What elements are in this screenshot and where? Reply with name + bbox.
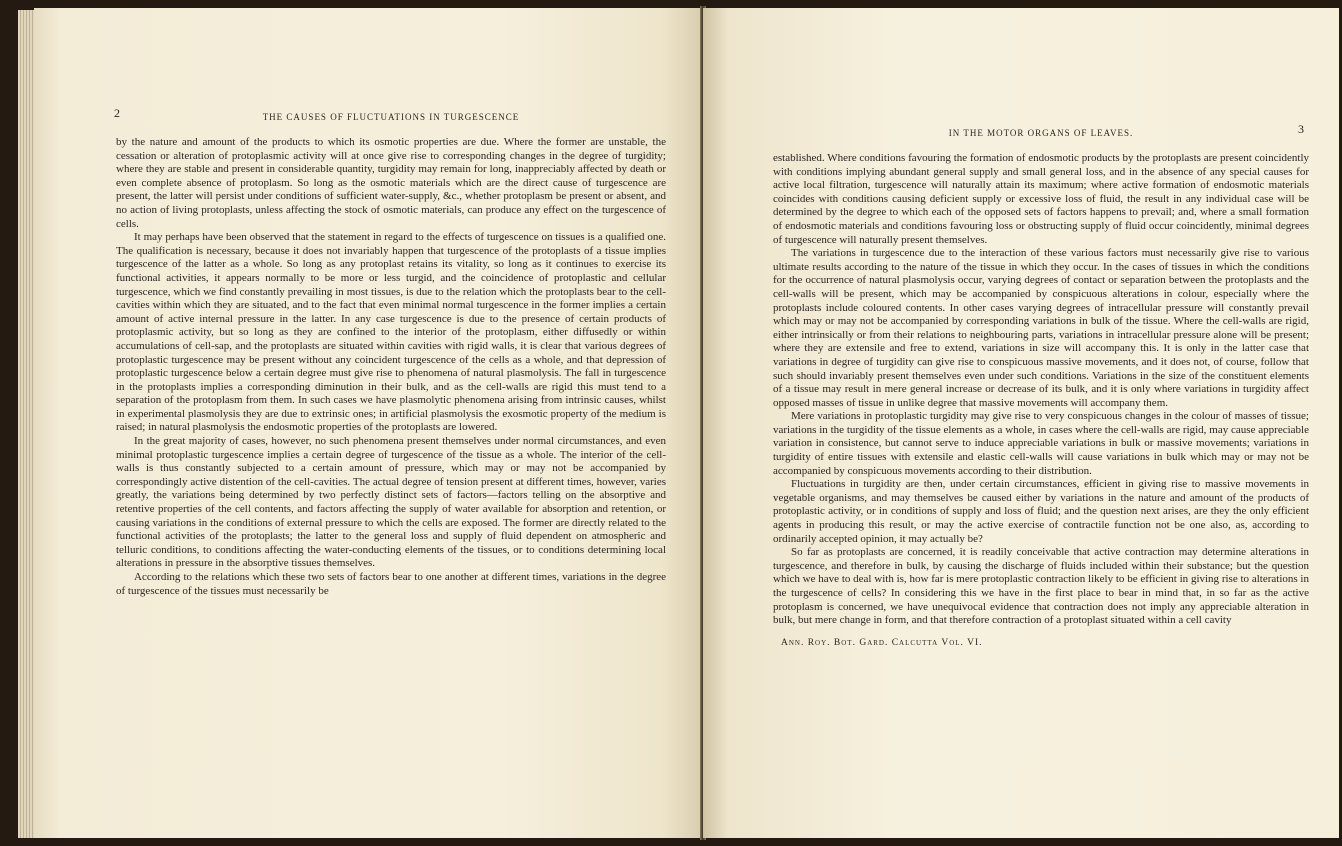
left-page <box>34 8 702 838</box>
left-page-body <box>116 136 666 598</box>
journal-footer: Ann. Roy. Bot. Gard. Calcutta Vol. VI. <box>781 637 983 648</box>
paragraph: It may perhaps have been observed that the statement in regard to the effects of turgescence on tissues is a qualified one. The qualification is necessary, because it does not invariably happen that turgescence of the protoplasts of a tissue implies turgescence of the latter as a whole. So long as any protoplast retains its vitality, so long as it continues to exercise its functional activities, it appears normally to be more or less turgid, and the coincidence of protoplastic and cellular turgescence, which we find constantly prevailing in most tissues, is due to the relation which the protoplasts bear to the cell-cavities within which they are situated, and to the fact that even minimal normal turgescence in the former implies a certain amount of active internal pressure in the latter. In any case turgescence is due to the presence of certain products of protoplasmic activity, but so long as they are confined to the interior of the protoplasm, either diffusedly or within accumulations of cell-sap, and the protoplasts are situated within cavities with rigid walls, it is clear that various degrees of protoplastic turgescence may be present without any coincident turgescence of the cells as a whole, and that depression of protoplastic turgescence below a certain degree must give rise to phenomena of natural plasmolysis. The fall in turgescence in the protoplasts implies a corresponding diminution in their bulk, and as the cell-walls are rigid this must tend to a separation of the protoplasm from them. In such cases we have plasmolytic phenomena arising from intrinsic causes, whilst in experimental plasmolysis they are due to extrinsic ones; in artificial plasmolysis the exosmotic property of the medium is raised; in natural plasmolysis the endosmotic properties of the protoplasts are lowered. <box>116 231 666 434</box>
right-header-title: IN THE MOTOR ORGANS OF LEAVES. <box>948 128 1134 138</box>
paragraph: According to the relations which these two sets of factors bear to one another at different times, variations in the degree of turgescence of the tissues must necessarily be <box>116 571 666 597</box>
paragraph: In the great majority of cases, however, no such phenomena present themselves under normal circumstances, and even minimal protoplastic turgescence implies a certain degree of turgescence of the tissue as a whole. The interior of the cell-walls is thus constantly subjected to a certain amount of pressure, which may or may not be accompanied by correspondingly active distention of the cell-cavities. The actual degree of tension present at different times, however, varies greatly, the variations being determined by two perfectly distinct sets of factors—factors telling on the absorptive and retentive properties of the cell contents, and factors affecting the supply of water available for absorption and retention, or causing variations in the conditions of external pressure to which the cells are exposed. The former are directly related to the functional activities of the protoplasts; the latter to the general loss and supply of fluid dependent on atmospheric and telluric conditions, to conditions affecting the water-conducting elements of the tissues, or to conditions determining local alterations in pressure in the absorptive tissues themselves. <box>116 435 666 570</box>
paragraph: Fluctuations in turgidity are then, under certain circumstances, efficient in giving rise to massive movements in vegetable organisms, and may themselves be caused either by variations in the nature and amount of the products of protoplastic activity, or in conditions of supply and loss of fluid; and the question next arises, are they the only efficient agents in producing this result, or may the active exercise of contractile function not be one also, as, according to ordinarily accepted opinion, it may actually be? <box>773 478 1309 545</box>
paragraph: The variations in turgescence due to the interaction of these various factors must necessarily give rise to various ultimate results according to the nature of the tissue in which they occur. In the cases of tissues in which the conditions for the occurrence of natural plasmolysis occur, varying degrees of contact or separation between the protoplasts and the cell-walls will be present, which may be accompanied by conspicuous alterations in colour, especially where the protoplasts include coloured contents. In other cases varying degrees of intracellular pressure will constantly prevail which may or may not be accompanied by corresponding variations in bulk of the tissue. Where the cell-walls are rigid, either intrinsically or from their relations to neighbouring parts, variations in intracellular pressure alone will be present; where they are extensile and free to extend, variations in size will accompany this. It is only in the latter case that variations in degree of turgidity can give rise to conspicuous massive movements, and it does not, of course, follow that such should invariably present themselves even under such conditions. Variations in the size of the constituent elements of a tissue may result in mere general increase or decrease of its bulk, and it is only where variations in turgidity affect opposed masses of tissue in unlike degree that massive movements will accompany them. <box>773 247 1309 409</box>
paragraph: by the nature and amount of the products to which its osmotic properties are due. Where the former are unstable, the cessation or alteration of protoplasmic activity will at once give rise to corresponding changes in the degree of turgidity; where they are stable and present in considerable quantity, turgidity may remain for long, inappreciably affected by death or even complete absence of protoplasm. So long as the osmotic materials which are the direct cause of turgescence are present, the latter will persist under conditions of sufficient water-supply, &c., whether protoplasm be present or absent, and no action of living protoplasts, unless affecting the stock of osmotic materials, can produce any effect on the turgescence of cells. <box>116 136 666 230</box>
paragraph: established. Where conditions favouring the formation of endosmotic products by the protoplasts are present coincidently with conditions implying abundant general supply and small general loss, and in the absence of any special causes for active local filtration, turgescence will naturally attain its maximum; where active formation of endosmotic materials coincides with conditions causing deficient supply or excessive loss of fluid, the result in any individual case will be determined by the degree to which each of the opposed sets of factors happens to prevail; and, where a small formation of endosmotic materials and conditions favouring loss or obstructing supply of fluid occur coincidently, minimal degrees of turgescence will naturally present themselves. <box>773 152 1309 246</box>
right-page-number: 3 <box>1298 122 1305 136</box>
right-page-body <box>773 152 1309 628</box>
right-running-head <box>773 122 1309 144</box>
left-page-number: 2 <box>114 106 121 120</box>
left-header-title: THE CAUSES OF FLUCTUATIONS IN TURGESCENCE <box>262 112 520 122</box>
left-running-head <box>114 106 666 128</box>
paragraph: Mere variations in protoplastic turgidity may give rise to very conspicuous changes in the colour of masses of tissue; variations in the turgidity of the tissue elements as a whole, in cases where the cell-walls are rigid, may cause appreciable variation in consistence, but cannot serve to induce appreciable variations in bulk or massive movements; variations in turgidity of entire tissues with extensile and elastic cell-walls will cause variations in bulk which may or may not be accompanied by conspicuous movements according to their distribution. <box>773 410 1309 477</box>
page-stack-edge <box>18 10 34 838</box>
paragraph: So far as protoplasts are concerned, it is readily conceivable that active contraction may determine alterations in turgescence, and therefore in bulk, by causing the discharge of fluids included within their substance; but the question which we have to deal with is, how far is mere protoplastic contraction likely to be efficient in giving rise to alterations in the turgescence of cells? In considering this we have in the first place to bear in mind that, in so far as the active protoplasm is concerned, we have unequivocal evidence that contraction does not imply any appreciable alteration in bulk, but mere change in form, and that therefore contraction of a protoplast situated within a cell cavity <box>773 546 1309 627</box>
right-page <box>703 8 1339 838</box>
